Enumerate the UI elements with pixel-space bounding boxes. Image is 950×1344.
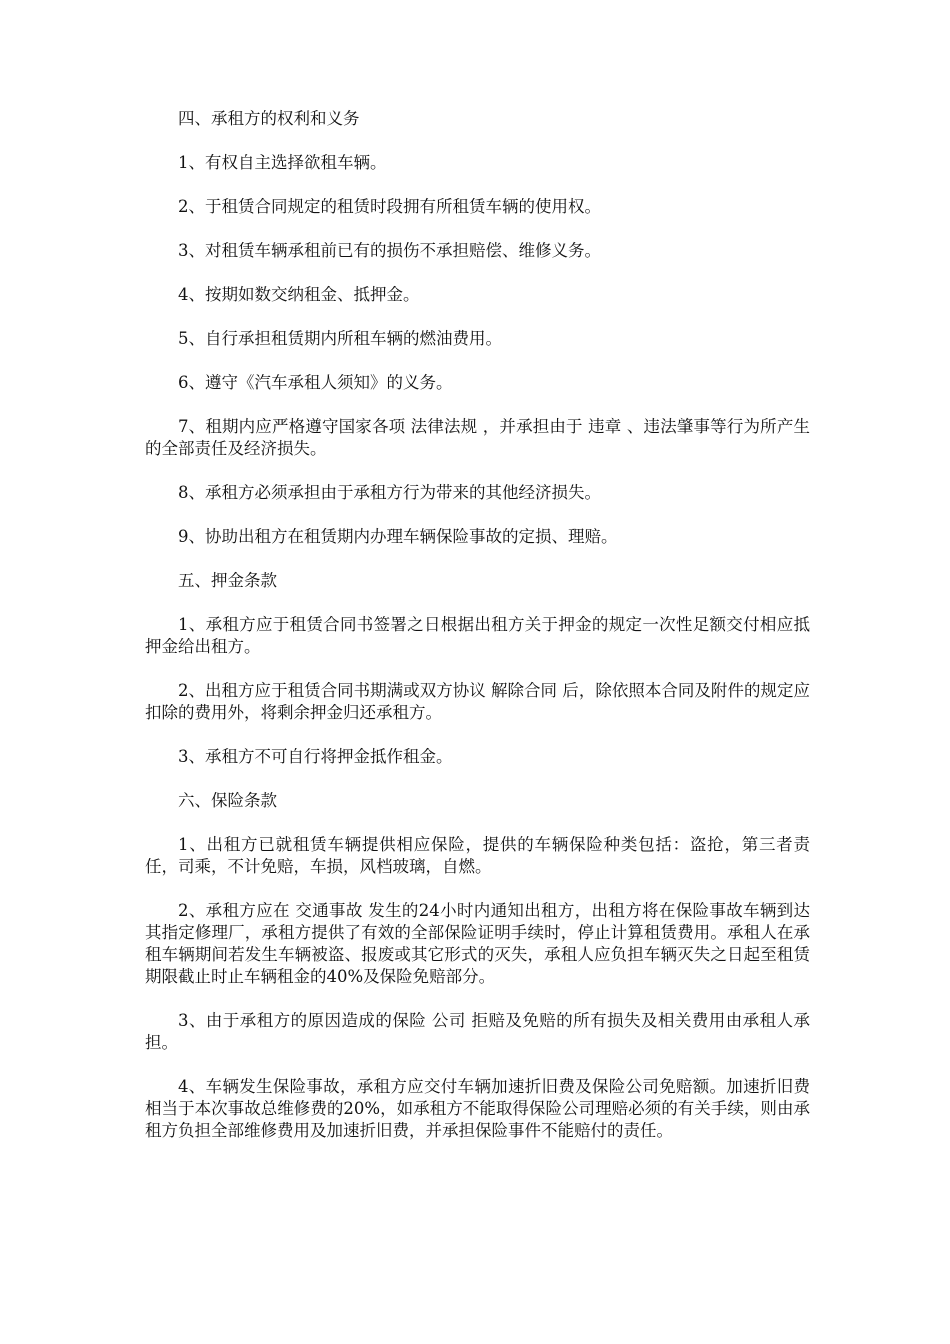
- clause-5-3: 3、承租方不可自行将押金抵作租金。: [178, 747, 453, 766]
- clause-4-9: 9、协助出租方在租赁期内办理车辆保险事故的定损、理赔。: [178, 527, 618, 546]
- section-heading-5: 五、押金条款: [178, 571, 277, 590]
- clause-4-2: 2、于租赁合同规定的租赁时段拥有所租赁车辆的使用权。: [178, 197, 601, 216]
- clause-6-1: 1、出租方已就租赁车辆提供相应保险，提供的车辆保险种类包括：盗抢，第三者责任，司乘，不计免赔，车损，风档玻璃，自燃。: [145, 835, 810, 876]
- document-body: [145, 108, 810, 1164]
- clause-4-7: 7、租期内应严格遵守国家各项 法律法规 ，并承担由于 违章 、违法肇事等行为所产生的全部责任及经济损失。: [145, 417, 810, 458]
- clause-4-8: 8、承租方必须承担由于承租方行为带来的其他经济损失。: [178, 483, 601, 502]
- clause-6-3: 3、由于承租方的原因造成的保险 公司 拒赔及免赔的所有损失及相关费用由承租人承担。: [145, 1011, 810, 1052]
- clause-6-2: 2、承租方应在 交通事故 发生的24小时内通知出租方，出租方将在保险事故车辆到达其指定修理厂，承租方提供了有效的全部保险证明手续时，停止计算租赁费用。承租人在承租车辆期间若发生车辆被盗、报废或其它形式的灭失，承租人应负担车辆灭失之日起至租赁期限截止时止车辆租金的40%及保险免赔部分。: [145, 901, 810, 986]
- clause-5-2: 2、出租方应于租赁合同书期满或双方协议 解除合同 后，除依照本合同及附件的规定应扣除的费用外，将剩余押金归还承租方。: [145, 681, 810, 722]
- clause-4-4: 4、按期如数交纳租金、抵押金。: [178, 285, 420, 304]
- clause-5-1: 1、承租方应于租赁合同书签署之日根据出租方关于押金的规定一次性足额交付相应抵押金给出租方。: [145, 615, 810, 656]
- clause-6-4: 4、车辆发生保险事故，承租方应交付车辆加速折旧费及保险公司免赔额。加速折旧费相当于本次事故总维修费的20%，如承租方不能取得保险公司理赔必须的有关手续，则由承租方负担全部维修费用及加速折旧费，并承担保险事件不能赔付的责任。: [145, 1077, 810, 1140]
- section-heading-6: 六、保险条款: [178, 791, 277, 810]
- section-heading-4: 四、承租方的权利和义务: [178, 109, 360, 128]
- clause-4-5: 5、自行承担租赁期内所租车辆的燃油费用。: [178, 329, 502, 348]
- clause-4-6: 6、遵守《汽车承租人须知》的义务。: [178, 373, 453, 392]
- clause-4-3: 3、对租赁车辆承租前已有的损伤不承担赔偿、维修义务。: [178, 241, 601, 260]
- clause-4-1: 1、有权自主选择欲租车辆。: [178, 153, 387, 172]
